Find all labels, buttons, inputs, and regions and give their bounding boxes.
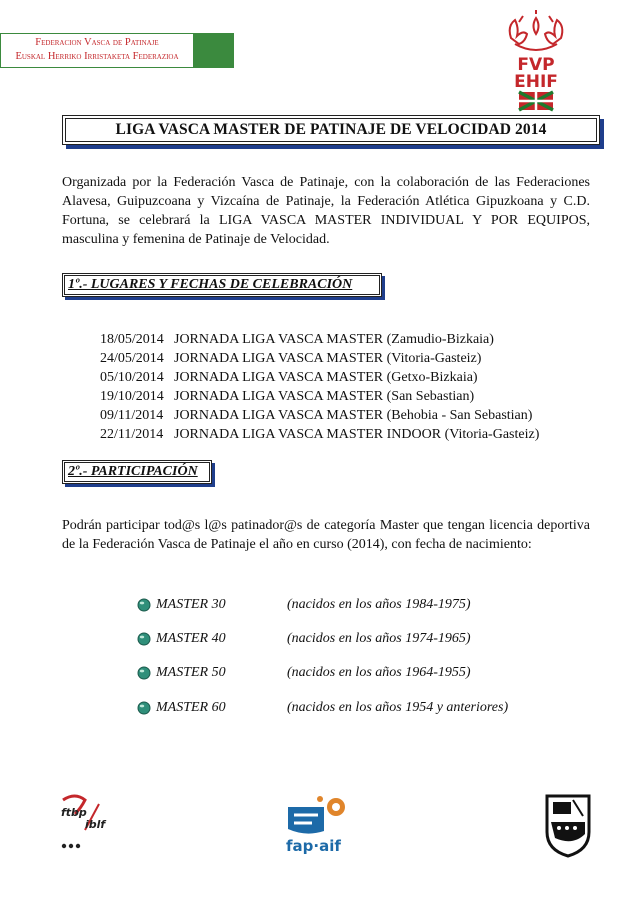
shield-crest-icon: [543, 792, 593, 858]
federation-name-eu: Euskal Herriko Irristaketa Federazioa: [15, 51, 179, 62]
section2-heading: 2º.- PARTICIPACIÓN: [68, 464, 198, 479]
event-row: [100, 349, 539, 368]
event-date: 09/11/2014: [100, 408, 164, 423]
fvp-ehif-logo: [497, 8, 575, 116]
category-name: MASTER 50: [156, 665, 226, 680]
federation-banner: [0, 33, 234, 68]
category-name: MASTER 40: [156, 631, 226, 646]
event-description: JORNADA LIGA VASCA MASTER (Zamudio-Bizkaia): [174, 332, 494, 347]
event-date: 05/10/2014: [100, 370, 164, 385]
event-description: JORNADA LIGA VASCA MASTER (Behobia - San Sebastian): [174, 408, 533, 423]
document-title-box: [62, 115, 600, 145]
category-row: [137, 663, 471, 683]
logo-text-ehif: EHIF: [514, 72, 558, 92]
fap-aif-logo: [284, 793, 350, 855]
globe-bullet-icon: [137, 666, 151, 680]
category-row: [137, 629, 471, 649]
event-date: 22/11/2014: [100, 427, 164, 442]
document-title: LIGA VASCA MASTER DE PATINAJE DE VELOCIDAD 2014: [115, 121, 547, 138]
category-range: (nacidos en los años 1954 y anteriores): [287, 700, 509, 715]
category-name: MASTER 30: [156, 597, 226, 612]
event-list: [100, 330, 539, 444]
section1-heading-box: [62, 273, 382, 297]
category-row: [137, 698, 508, 718]
event-date: 24/05/2014: [100, 351, 164, 366]
participation-paragraph: Podrán participar tod@s l@s patinador@s de categoría Master que tengan licencia deportiva de la Federación Vasca de Patinaje el año en curso (2014), con fecha de nacimiento:: [62, 518, 590, 552]
event-description: JORNADA LIGA VASCA MASTER (Getxo-Bizkaia): [174, 370, 478, 385]
federation-name-es: Federacion Vasca de Patinaje: [35, 37, 159, 48]
globe-bullet-icon: [137, 598, 151, 612]
event-row: [100, 368, 539, 387]
logo-text-ftbp: ftbp: [61, 806, 87, 819]
category-range: (nacidos en los años 1964-1955): [287, 665, 471, 680]
event-row: [100, 406, 539, 425]
globe-bullet-icon: [137, 701, 151, 715]
category-row: [137, 595, 471, 615]
intro-paragraph: Organizada por la Federación Vasca de Patinaje, con la colaboración de las Federaciones Alavesa, Guipuzcoana y Vizcaína de Patinaje, la Federación Atlética Gipuzkoana y C.D. Fortuna, se celebrará la LIGA VASCA MASTER INDIVIDUAL Y POR EQUIPOS, masculina y femenina de Patinaje de Velocidad.: [62, 175, 590, 247]
event-date: 18/05/2014: [100, 332, 164, 347]
ikurrina-flag-icon: [519, 92, 553, 110]
event-row: [100, 387, 539, 406]
logo-text-fvp: FVP: [517, 55, 555, 75]
event-date: 19/10/2014: [100, 389, 164, 404]
globe-bullet-icon: [137, 632, 151, 646]
event-row: [100, 330, 539, 349]
event-description: JORNADA LIGA VASCA MASTER (San Sebastian): [174, 389, 475, 404]
event-row: [100, 425, 539, 444]
ftbp-iblf-logo: [55, 790, 115, 852]
category-range: (nacidos en los años 1974-1965): [287, 631, 471, 646]
section1-heading: 1º.- LUGARES Y FECHAS DE CELEBRACIÓN: [68, 277, 353, 292]
event-description: JORNADA LIGA VASCA MASTER (Vitoria-Gasteiz): [174, 351, 482, 366]
logo-text-fap: fap·aif: [286, 837, 341, 855]
federation-name-box: [0, 33, 194, 68]
section2-heading-box: [62, 460, 212, 484]
category-range: (nacidos en los años 1984-1975): [287, 597, 471, 612]
logo-text-iblf: iblf: [85, 818, 106, 831]
event-description: JORNADA LIGA VASCA MASTER INDOOR (Vitoria-Gasteiz): [174, 427, 540, 442]
category-name: MASTER 60: [156, 700, 226, 715]
